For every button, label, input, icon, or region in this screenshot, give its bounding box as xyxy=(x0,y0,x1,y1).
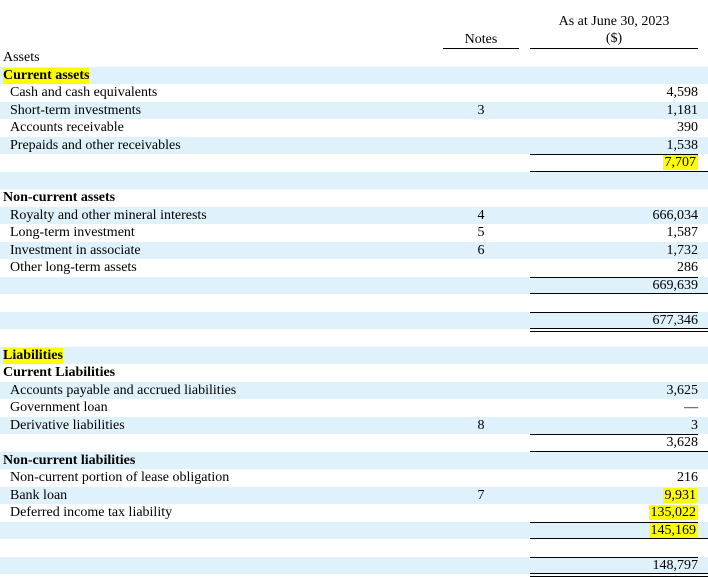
row-label: Cash and cash equivalents xyxy=(10,85,158,100)
subtotal-rule xyxy=(530,154,698,155)
subtotal-rule xyxy=(530,522,698,523)
table-row xyxy=(0,364,708,382)
row-amount xyxy=(530,85,698,101)
row-label: Long-term investment xyxy=(10,225,135,240)
row-amount xyxy=(530,278,698,294)
table-row xyxy=(0,172,708,190)
notes-header-label: Notes xyxy=(443,32,520,49)
table-row xyxy=(0,154,708,172)
row-amount-value: 1,587 xyxy=(666,225,698,240)
row-amount-value: 666,034 xyxy=(652,207,698,223)
subtotal-rule xyxy=(530,277,698,278)
table-row xyxy=(0,504,708,522)
period-header-line1: As at June 30, 2023 xyxy=(558,14,670,29)
table-row xyxy=(0,399,708,417)
notes-header xyxy=(440,31,522,48)
table-row xyxy=(0,347,708,365)
subtotal-rule xyxy=(530,557,698,558)
row-amount xyxy=(530,470,698,486)
row-label: Government loan xyxy=(10,400,108,415)
table-row xyxy=(0,312,708,330)
period-header xyxy=(530,13,698,47)
row-amount-value: 3,628 xyxy=(666,435,698,450)
row-amount xyxy=(530,243,698,259)
row-label: Accounts payable and accrued liabilities xyxy=(10,382,237,398)
row-amount-value: 7,707 xyxy=(664,155,696,170)
row-amount-value: 9,931 xyxy=(664,487,696,503)
table-row xyxy=(0,557,708,575)
row-amount xyxy=(530,103,698,119)
row-label: Investment in associate xyxy=(10,242,141,258)
row-label: Assets xyxy=(3,50,40,65)
row-amount xyxy=(530,260,698,276)
row-amount-value: 3 xyxy=(691,417,698,433)
row-label: Liabilities xyxy=(3,347,63,363)
row-note: 7 xyxy=(477,487,485,503)
table-row xyxy=(0,67,708,85)
row-amount-value: 669,639 xyxy=(652,277,698,293)
table-row xyxy=(0,242,708,260)
row-amount-value: 148,797 xyxy=(652,557,698,573)
table-row xyxy=(0,539,708,557)
row-label: Short-term investments xyxy=(10,102,142,118)
row-label: Prepaids and other receivables xyxy=(10,137,181,153)
table-row xyxy=(0,102,708,120)
row-note: 8 xyxy=(477,417,485,433)
row-amount-value: 216 xyxy=(677,470,698,485)
table-row xyxy=(0,189,708,207)
row-amount-value: 286 xyxy=(677,260,698,275)
table-row xyxy=(0,382,708,400)
row-amount xyxy=(530,208,698,224)
row-amount xyxy=(530,488,698,504)
row-amount-value: 1,181 xyxy=(666,102,698,118)
row-label: Other long-term assets xyxy=(10,260,137,275)
row-amount-value: 3,625 xyxy=(666,382,698,398)
row-amount xyxy=(530,138,698,154)
table-row xyxy=(0,277,708,295)
table-row xyxy=(0,487,708,505)
row-amount-value: 1,732 xyxy=(666,242,698,258)
row-label: Accounts receivable xyxy=(10,120,124,135)
total-double-rule xyxy=(530,573,708,577)
table-row xyxy=(0,522,708,540)
row-amount xyxy=(530,523,698,539)
row-label: Bank loan xyxy=(10,487,68,503)
row-note: 4 xyxy=(477,207,485,223)
row-label: Royalty and other mineral interests xyxy=(10,207,207,223)
row-amount-value: 677,346 xyxy=(652,312,698,328)
row-amount xyxy=(530,435,698,451)
row-amount xyxy=(530,120,698,136)
row-amount-value: 135,022 xyxy=(650,505,696,520)
balance-sheet-table xyxy=(0,49,708,574)
row-amount xyxy=(530,383,698,399)
table-row xyxy=(0,224,708,242)
row-amount-value: 4,598 xyxy=(666,85,698,100)
table-row xyxy=(0,49,708,67)
table-row xyxy=(0,259,708,277)
table-row xyxy=(0,469,708,487)
row-note: 5 xyxy=(477,225,485,240)
table-row xyxy=(0,137,708,155)
row-amount xyxy=(530,400,698,416)
row-label: Non-current portion of lease obligation xyxy=(10,470,230,485)
row-amount xyxy=(530,418,698,434)
subtotal-rule xyxy=(530,312,698,313)
row-amount-value: 1,538 xyxy=(666,137,698,153)
row-amount-value: — xyxy=(684,400,698,415)
row-label: Non-current liabilities xyxy=(3,452,136,468)
row-label: Deferred income tax liability xyxy=(10,505,173,520)
subtotal-rule xyxy=(530,434,698,435)
row-label: Derivative liabilities xyxy=(10,417,125,433)
table-row xyxy=(0,329,708,347)
row-label: Current assets xyxy=(3,67,90,83)
table-row xyxy=(0,434,708,452)
row-amount xyxy=(530,225,698,241)
table-row xyxy=(0,84,708,102)
row-amount xyxy=(530,558,698,574)
row-amount-value: 390 xyxy=(677,120,698,135)
table-row xyxy=(0,119,708,137)
row-note: 6 xyxy=(477,242,485,258)
period-header-currency: ($) xyxy=(605,31,623,46)
row-label: Non-current assets xyxy=(3,190,116,205)
row-amount xyxy=(530,505,698,521)
row-label: Current Liabilities xyxy=(3,365,116,380)
row-amount-value: 145,169 xyxy=(650,522,696,538)
row-amount xyxy=(530,313,698,329)
row-note: 3 xyxy=(477,102,485,118)
table-row xyxy=(0,207,708,225)
row-amount xyxy=(530,155,698,171)
table-row xyxy=(0,417,708,435)
table-row xyxy=(0,452,708,470)
table-row xyxy=(0,294,708,312)
